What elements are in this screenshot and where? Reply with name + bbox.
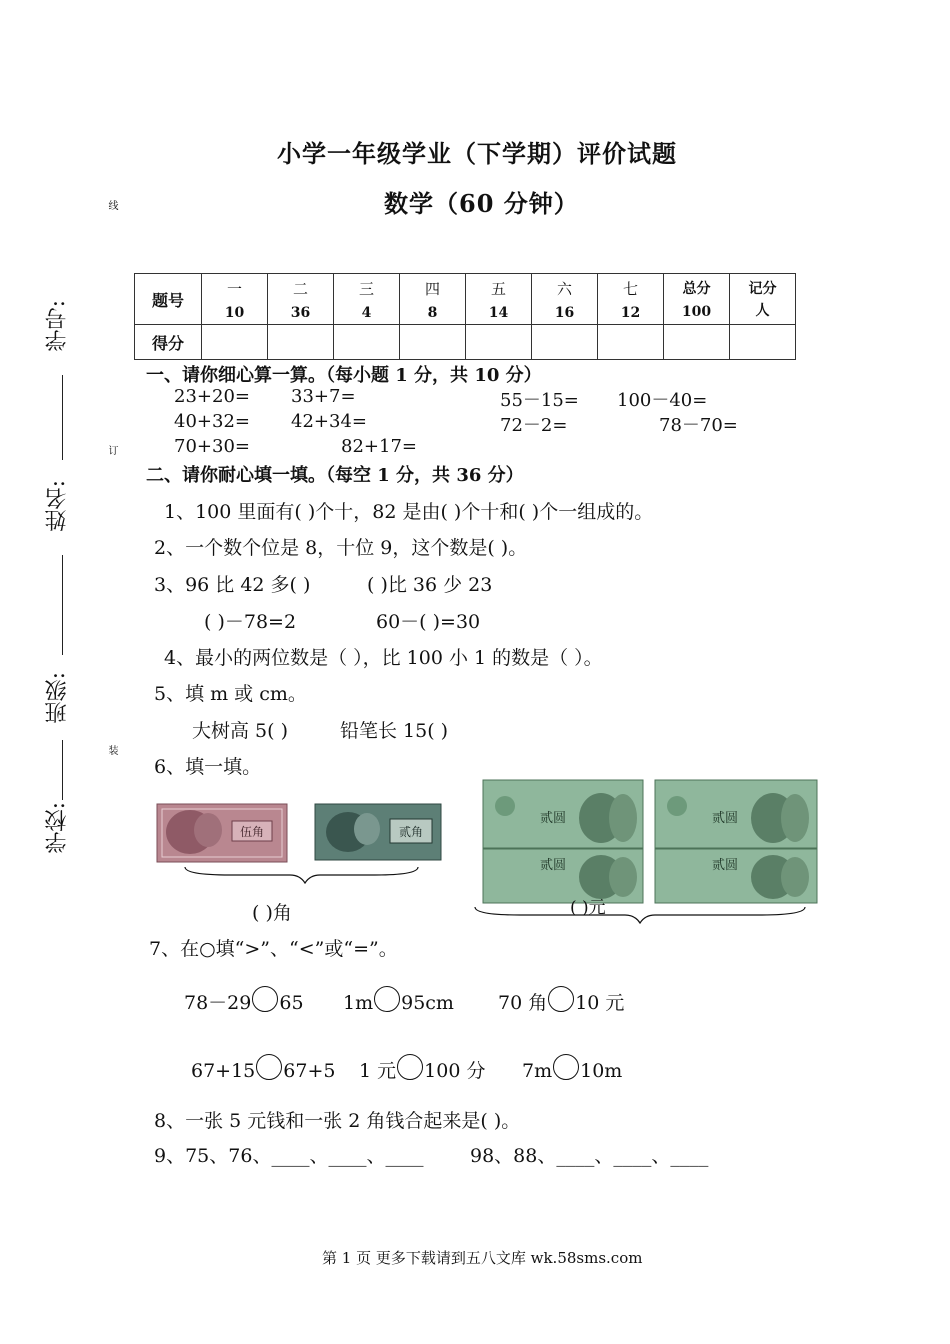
question-7: 7、在○填“>”、“<”或“=”。 [149,938,398,960]
score-cell[interactable] [730,325,796,360]
score-col-1: 一 10 [202,274,268,325]
question-9a: 9、75、76、____、____、____ [154,1145,424,1167]
page-title: 小学一年级学业（下学期）评价试题 [277,139,677,168]
question-5b: 铅笔长 15( ) [340,720,449,742]
question-8: 8、一张 5 元钱和一张 2 角钱合起来是( )。 [154,1110,521,1132]
compare-item: 70 角 10 元 [498,986,624,1015]
score-col-6: 六 16 [532,274,598,325]
score-col-5: 五 14 [466,274,532,325]
score-cell[interactable] [598,325,664,360]
score-cell[interactable] [202,325,268,360]
brace-right [475,907,805,923]
question-3c: ( )－78=2 [204,611,297,633]
question-5a: 大树高 5( ) [192,720,288,742]
section1-heading: 一、请你细心算一算。（每小题 1 分，共 10 分） [146,365,542,386]
section2-heading: 二、请你耐心填一填。（每空 1 分，共 36 分） [146,465,524,486]
calc-item: 70+30= [174,436,250,457]
question-1: 1、100 里面有( )个十，82 是由( )个十和( )个一组成的。 [164,501,654,523]
score-col-3: 三 4 [334,274,400,325]
binding-mark-2: 订 [106,445,117,455]
calc-item: 33+7= [291,386,356,407]
calc-item: 40+32= [174,411,250,432]
question-5: 5、填 m 或 cm。 [154,683,307,705]
note-2yuan-label: 贰圆 [711,858,739,873]
score-col-7: 七 12 [598,274,664,325]
page-subtitle: 数学（60 分钟） [384,189,579,218]
score-cell[interactable] [400,325,466,360]
question-6-jiao-answer: ( )角 [252,902,292,924]
compare-item: 1m 95cm [343,986,454,1014]
question-4: 4、最小的两位数是（ ），比 100 小 1 的数是（ ）。 [164,647,603,669]
name-label: 姓名: [45,480,70,532]
question-3b: ( )比 36 少 23 [367,574,493,596]
compare-item: 67+15 67+5 [191,1054,335,1082]
score-cell[interactable] [532,325,598,360]
student-id-line[interactable] [62,375,63,460]
note-2yuan-label: 贰圆 [539,858,567,873]
question-2: 2、一个数个位是 8，十位 9，这个数是( )。 [154,537,528,559]
compare-circle[interactable] [256,1054,282,1080]
note-2yuan-label: 贰圆 [539,811,567,826]
score-col-total: 总分 100 [664,274,730,325]
note-5jiao-label: 伍角 [239,825,265,839]
score-col-4: 四 8 [400,274,466,325]
note-5jiao [157,804,287,862]
calc-item: 23+20= [174,386,250,407]
score-col-2: 二 36 [268,274,334,325]
score-cell[interactable] [334,325,400,360]
brace-left [185,867,418,883]
score-cell[interactable] [466,325,532,360]
score-table [134,273,796,360]
calc-item: 72－2= [500,415,568,436]
class-line[interactable] [62,740,63,800]
name-line[interactable] [62,555,63,655]
calc-item: 100－40= [617,390,708,411]
question-6-yuan-answer: ( )元 [570,898,606,916]
compare-item: 1 元 100 分 [359,1054,485,1083]
question-6: 6、填一填。 [154,756,262,778]
note-2jiao [315,804,441,860]
compare-circle[interactable] [548,986,574,1012]
question-9b: 98、88、____、____、____ [470,1145,709,1167]
compare-item: 7m 10m [522,1054,622,1082]
note-2jiao-label: 贰角 [398,825,424,839]
score-cell[interactable] [268,325,334,360]
compare-circle[interactable] [252,986,278,1012]
calc-item: 55－15= [500,390,579,411]
compare-item: 78－29 65 [184,986,304,1015]
class-label: 班级: [45,672,70,724]
page-footer: 第 1 页 更多下载请到五八文库 wk.58sms.com [322,1249,643,1267]
note-2yuan-label: 贰圆 [711,811,739,826]
note-2yuan-group [483,780,817,903]
calc-item: 78－70= [659,415,738,436]
binding-mark-3: 装 [106,745,117,755]
calc-item: 82+17= [341,436,417,457]
compare-circle[interactable] [397,1054,423,1080]
binding-mark-1: 线 [106,200,117,210]
score-row-label: 得分 [135,325,202,360]
question-3a: 3、96 比 42 多( ) [154,574,311,596]
calc-item: 42+34= [291,411,367,432]
compare-circle[interactable] [374,986,400,1012]
score-col-grader: 记分 人 [730,274,796,325]
compare-circle[interactable] [553,1054,579,1080]
question-3d: 60－( )=30 [376,611,481,633]
score-cell[interactable] [664,325,730,360]
score-table-header: 题号 [135,274,202,325]
student-id-label: 学号: [45,300,70,352]
school-label: 学校: [45,802,70,854]
